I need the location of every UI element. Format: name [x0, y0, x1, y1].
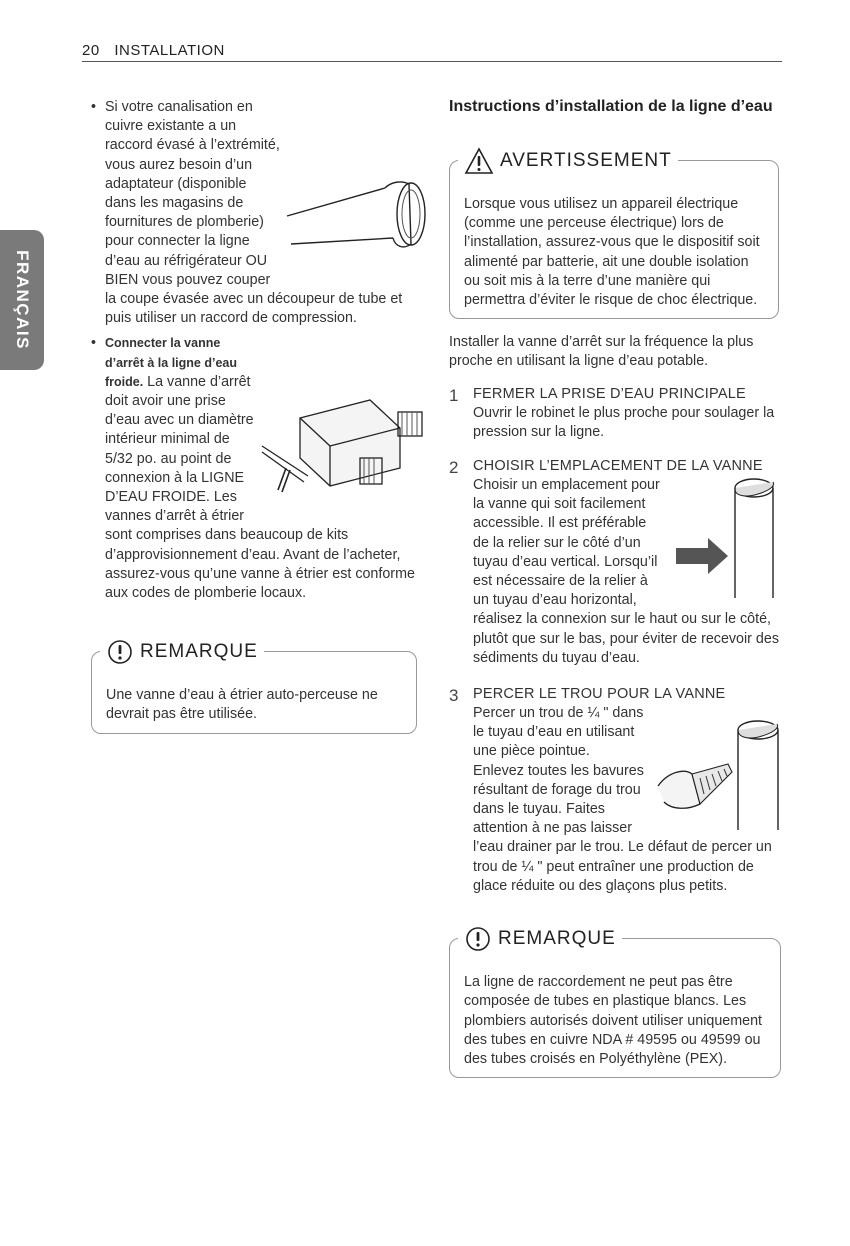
drill-pipe-figure	[648, 718, 788, 836]
right-note-header	[458, 925, 622, 953]
vertical-pipe-arrow-figure	[668, 476, 788, 604]
flared-pipe-figure	[283, 174, 433, 274]
left-note-header	[100, 638, 264, 666]
vertical-pipe-illustration	[668, 476, 788, 604]
step-2	[449, 458, 784, 668]
warning-title: AVERTISSEMENT	[500, 150, 672, 171]
right-note-text: La ligne de raccordement ne peut pas être composée de tubes en plastique blancs. Les plombiers autorisés doivent utiliser uniquement des tubes en cuivre NDA # 49595 ou 49599 ou des tubes croisés en Polyéthylène (PEX).	[464, 974, 763, 1067]
step-3-title: PERCER LE TROU POUR LA VANNE	[473, 686, 726, 703]
step-3	[449, 686, 784, 896]
right-note-box	[449, 928, 781, 1078]
step-1-text: Ouvrir le robinet le plus proche pour soulager la pression sur la ligne.	[473, 404, 775, 440]
step-3-number: 3	[449, 686, 459, 706]
step-2-number: 2	[449, 458, 459, 478]
intro-text: Installer la vanne d’arrêt sur la fréquence la plus proche en utilisant la ligne d’eau potable.	[449, 334, 754, 370]
warning-text: Lorsque vous utilisez un appareil électrique (comme une perceuse électrique) lors de l’installation, assurez-vous que le dispositif soit alimenté par batterie, ait une double isolation ou soit mis à la terre d’une manière qui permettra d’éviter le risque de choc électrique.	[464, 196, 760, 309]
drill-pipe-illustration	[648, 718, 788, 836]
bullet-shutoff-text: La vanne d’arrêt doit avoir une prise d’eau avec un diamètre intérieur minimal de 5/32 po. au point de connexion à la LIGNE D’EAU FROIDE. Les vannes d’arrêt à étrier sont comprises dans beaucoup de kits d’approvisionnement d’eau. Avant de l’acheter, assurez-vous qu’une vanne à étrier est conforme aux codes de plomberie locaux.	[105, 373, 415, 602]
language-tab	[0, 230, 44, 370]
step-2-text: Choisir un emplacement pour la vanne qui soit facilement accessible. Il est préférable de la relier sur le côté d’un tuyau d’eau vertical. Lorsqu’il est nécessaire de la relier à un tuyau d’eau horizontal, réalisez la connexion sur le haut ou sur le côté, plutôt que sur le bas, pour éviter de recevoir des sédiments du tuyau d’eau.	[473, 477, 779, 666]
step-1	[449, 386, 784, 442]
page-number: 20	[82, 42, 100, 59]
saddle-valve-illustration	[260, 398, 435, 508]
flared-pipe-illustration	[283, 174, 433, 274]
page-header	[82, 42, 782, 59]
left-note-box	[91, 641, 417, 733]
bullet-shutoff-lead: Connecter la vanne d’arrêt à la ligne d’eau froide.	[105, 336, 237, 389]
language-tab-label: FRANÇAIS	[13, 250, 32, 350]
right-column	[449, 98, 784, 1078]
step-1-title: FERMER LA PRISE D’EAU PRINCIPALE	[473, 385, 746, 402]
left-note-title: REMARQUE	[140, 641, 258, 663]
warning-triangle-icon	[464, 147, 494, 175]
step-1-number: 1	[449, 385, 459, 405]
exclamation-circle-icon	[106, 638, 134, 666]
section-name: INSTALLATION	[114, 42, 225, 59]
bullet-shutoff-valve	[91, 334, 421, 603]
bullet-flared-text: Si votre canalisation en cuivre existante a un raccord évasé à l’extrémité, vous aurez besoin d’un adaptateur (disponible dans les magasins de fournitures de plomberie) pour connecter la ligne d’eau au réfrigérateur OU BIEN vous pouvez couper la coupe évasée avec un découpeur de tube et puis utiliser un raccord de compression.	[105, 99, 403, 327]
step-2-title: CHOISIR L’EMPLACEMENT DE LA VANNE	[473, 458, 763, 475]
warning-box	[449, 150, 779, 319]
header-rule	[82, 61, 782, 62]
step-3-text: Percer un trou de ¼ " dans le tuyau d’eau en utilisant une pièce pointue. Enlevez toutes les bavures résultant de forage du trou dans le tuyau. Faites attention à ne pas laisser l’eau drainer par le trou. Le défaut de percer un trou de ¼ " peut entraîner une production de glace réduite ou des glaçons plus petits.	[473, 705, 772, 894]
right-note-title: REMARQUE	[498, 928, 616, 950]
saddle-valve-figure	[260, 398, 435, 508]
bullet-dot: •	[91, 99, 97, 115]
left-column	[91, 98, 421, 734]
warning-header	[458, 147, 678, 175]
exclamation-circle-icon	[464, 925, 492, 953]
left-note-text: Une vanne d’eau à étrier auto-perceuse ne devrait pas être utilisée.	[106, 687, 378, 723]
bullet-dot: •	[91, 335, 97, 352]
bullet-flared-fitting	[91, 98, 421, 328]
section-title: Instructions d’installation de la ligne d’eau	[449, 98, 773, 115]
